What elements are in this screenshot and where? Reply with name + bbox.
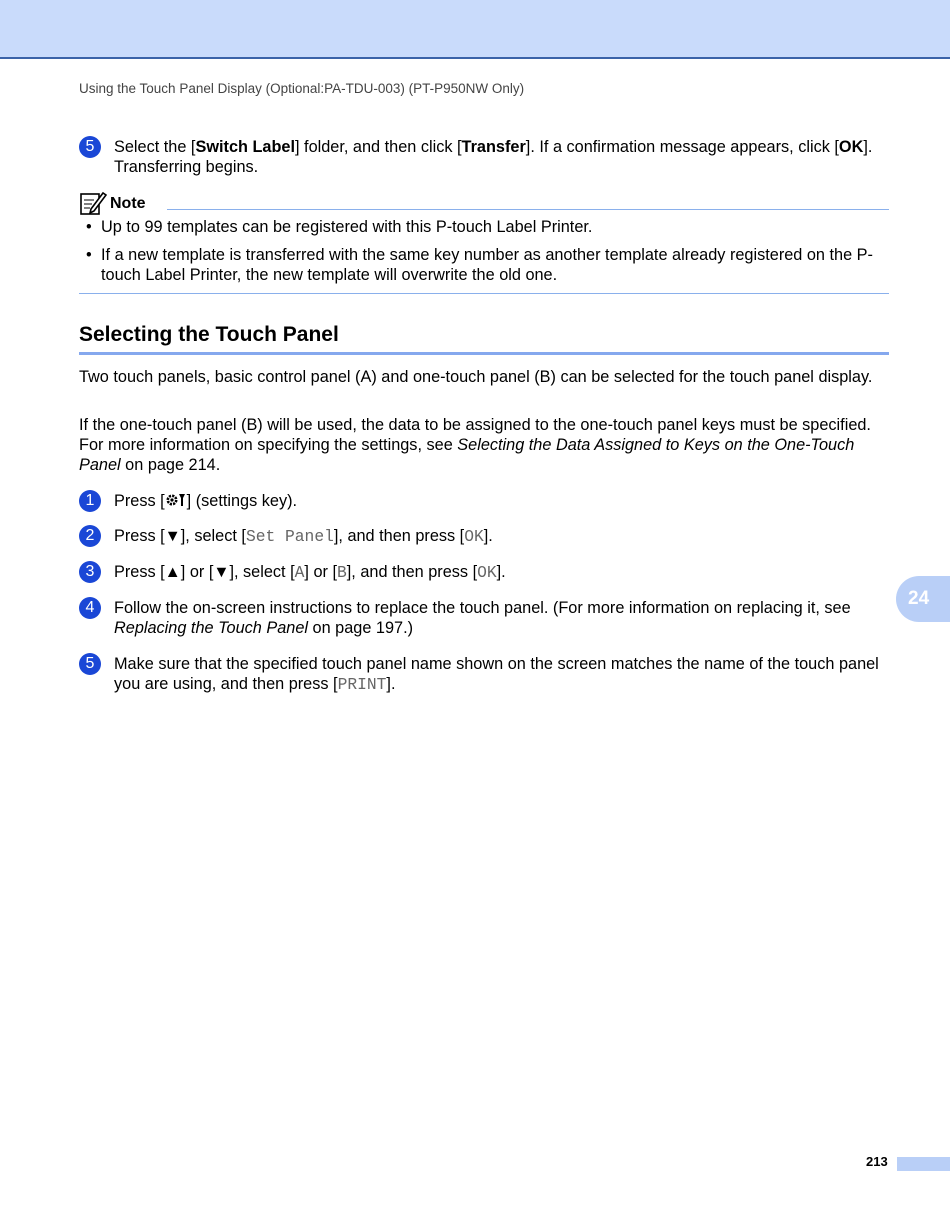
cross-reference-link[interactable]: Replacing the Touch Panel bbox=[114, 619, 309, 637]
step-1: 1 Press [ ] (settings key). bbox=[79, 491, 891, 511]
step-5-confirm: 5 Make sure that the specified touch panel name shown on the screen matches the name of the touch panel you are using, and then press [PRINT]. bbox=[79, 654, 891, 695]
note-pencil-icon bbox=[79, 190, 107, 216]
step-number-badge: 3 bbox=[79, 561, 101, 583]
step-number-badge: 1 bbox=[79, 490, 101, 512]
step-3: 3 Press [▲] or [▼], select [A] or [B], and then press [OK]. bbox=[79, 562, 891, 583]
footer-bar bbox=[897, 1157, 950, 1171]
step-text: Select the [Switch Label] folder, and then click [Transfer]. If a confirmation message appears, click [OK]. Transferring begins. bbox=[114, 138, 873, 176]
note-list bbox=[79, 217, 889, 285]
note-bottom-rule bbox=[79, 293, 889, 294]
section-rule bbox=[79, 352, 889, 355]
settings-key-icon bbox=[165, 492, 187, 508]
step-5-transfer bbox=[79, 137, 891, 177]
step-number-badge: 5 bbox=[79, 136, 101, 158]
chapter-tab: 24 bbox=[896, 576, 950, 622]
step-number-badge: 4 bbox=[79, 597, 101, 619]
paragraph-one-touch: If the one-touch panel (B) will be used, the data to be assigned to the one-touch panel keys must be specified. For more information on specifying the settings, see Selecting the Data Assigned to Keys on the One-Touch Panel on page 214. bbox=[79, 416, 871, 474]
step-number-badge: 2 bbox=[79, 525, 101, 547]
note-item: • If a new template is transferred with the same key number as another template already registered on the P-touch Label Printer, the new template will overwrite the old one. bbox=[86, 246, 873, 284]
note-item: • Up to 99 templates can be registered with this P-touch Label Printer. bbox=[86, 218, 593, 236]
step-number-badge: 5 bbox=[79, 653, 101, 675]
paragraph-intro: Two touch panels, basic control panel (A) and one-touch panel (B) can be selected for the touch panel display. bbox=[79, 368, 873, 386]
note-top-rule bbox=[167, 209, 889, 210]
step-4: 4 Follow the on-screen instructions to replace the touch panel. (For more information on replacing it, see Replacing the Touch Panel on page 197.) bbox=[79, 598, 891, 638]
note-title: Note bbox=[110, 195, 146, 212]
running-header: Using the Touch Panel Display (Optional:PA-TDU-003) (PT-P950NW Only) bbox=[79, 81, 525, 96]
page-number: 213 bbox=[866, 1154, 888, 1169]
section-title: Selecting the Touch Panel bbox=[79, 323, 339, 346]
top-header-band bbox=[0, 0, 950, 59]
note-block bbox=[79, 190, 889, 294]
step-2: 2 Press [▼], select [Set Panel], and then press [OK]. bbox=[79, 526, 891, 547]
cross-reference-link[interactable]: Selecting the Data Assigned to Keys on the One-Touch Panel bbox=[79, 436, 855, 474]
